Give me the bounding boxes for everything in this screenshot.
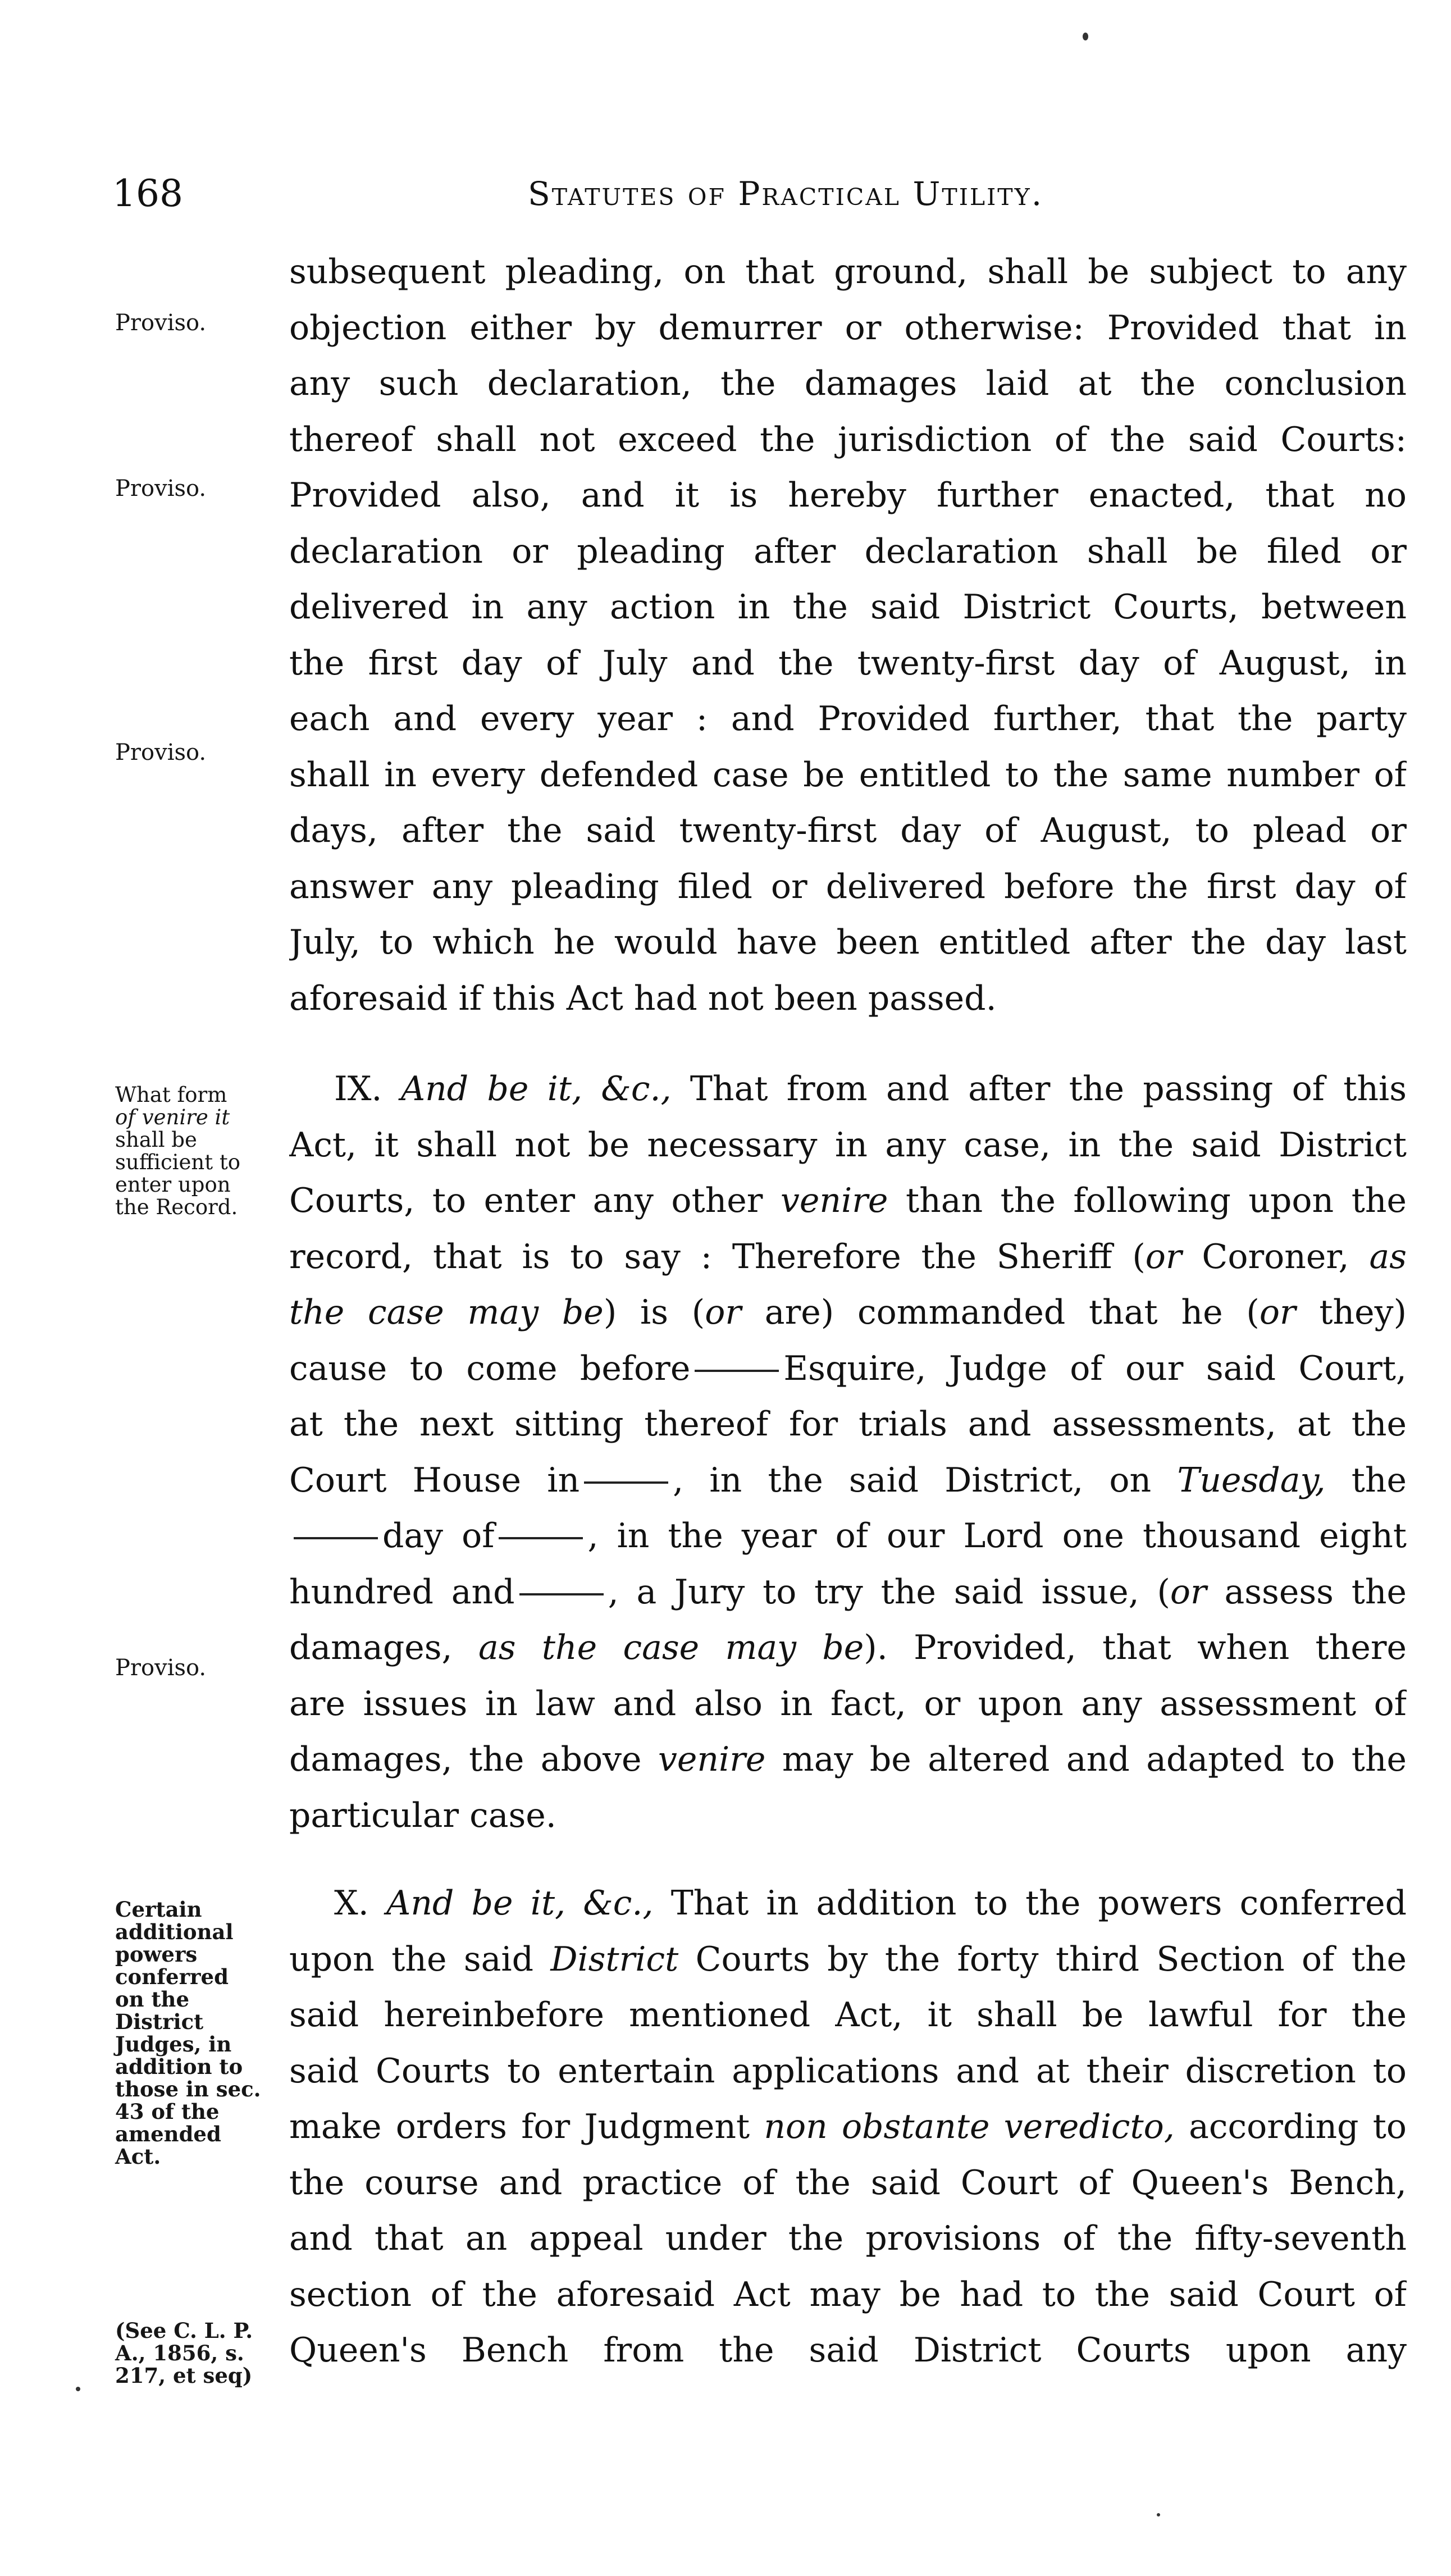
text-line: declaration or pleading after declaration shall be filed or [289,531,1407,571]
section-x [289,1876,1407,2379]
margin-note-line: addition to [115,2054,243,2079]
text-line: the first day of July and the twenty-first day of August, in [289,643,1407,683]
text-line: any such declaration, the damages laid at the conclusion [289,364,1407,403]
text-line: objection either by demurrer or otherwise: Provided that in [289,308,1407,348]
text-line: and that an appeal under the provisions of the fifty-seventh [289,2219,1407,2258]
margin-note-proviso: Proviso. [115,1655,207,1681]
margin-note-powers [115,1898,284,2168]
blank-line [584,1481,668,1484]
text-line: day of , in the year of our Lord one thousand eight [289,1508,1407,1565]
ink-speck [76,2387,80,2391]
blank-line [294,1537,378,1539]
text-line: hundred and , a Jury to try the said issue, (or assess the [289,1572,1407,1612]
margin-note-line: enter upon [115,1173,231,1197]
paragraph-continuation [289,244,1407,1027]
margin-note-line: Act. [115,2144,161,2169]
text-line: delivered in any action in the said District Courts, between [289,587,1407,627]
text-line: X. And be it, &c., That in addition to the powers conferred [334,1884,1407,1923]
text-line: said Courts to entertain applications and at their discretion to [289,2051,1407,2091]
text-line: damages, as the case may be). Provided, that when there [289,1628,1407,1667]
text-line: make orders for Judgment non obstante veredicto, according to [289,2107,1407,2146]
blank-line [695,1370,779,1372]
text-line: thereof shall not exceed the jurisdiction of the said Courts: [289,420,1407,459]
margin-note-proviso: Proviso. [115,740,207,765]
margin-note-line: additional [115,1920,234,1944]
margin-note-line: District [115,2009,204,2034]
text-line: July, to which he would have been entitled after the day last [289,923,1407,962]
text-line: subsequent pleading, on that ground, shall be subject to any [289,252,1407,291]
blank-line [519,1593,604,1595]
margin-note-proviso: Proviso. [115,310,207,336]
margin-note-line: 43 of the [115,2099,220,2124]
text-line: damages, the above venire may be altered and adapted to the [289,1740,1407,1779]
margin-note-line: (See C. L. P. [115,2318,253,2343]
text-line: record, that is to say : Therefore the Sheriff (or Coroner, as [289,1237,1407,1276]
text-line: each and every year : and Provided further, that the party [289,699,1407,738]
margin-note-line: Certain [115,1897,202,1922]
margin-note-proviso: Proviso. [115,476,207,501]
text-line: Court House in , in the said District, on Tuesday, the [289,1460,1407,1500]
margin-note-line: conferred [115,1964,229,1989]
blank-line [499,1537,583,1539]
margin-note-line: shall be [115,1128,197,1152]
margin-note-line: 217, et seq) [115,2363,253,2388]
margin-note-line: What form [115,1083,227,1107]
text-line: Queen's Bench from the said District Courts upon any [289,2331,1407,2370]
text-line: the course and practice of the said Court of Queen's Bench, [289,2163,1407,2203]
margin-note-line: the Record. [115,1195,238,1219]
text-line: are issues in law and also in fact, or upon any assessment of [289,1684,1407,1724]
text-line: section of the aforesaid Act may be had to the said Court of [289,2274,1407,2314]
text-line: shall in every defended case be entitled to the same number of [289,755,1407,795]
margin-note-line: A., 1856, s. [115,2341,244,2365]
text-line: cause to come before Esquire, Judge of our said Court, [289,1348,1407,1388]
text-line: aforesaid if this Act had not been passed. [289,978,997,1018]
text-line: said hereinbefore mentioned Act, it shall be lawful for the [289,1995,1407,2035]
section-ix [289,1061,1407,1844]
text-line: days, after the said twenty-first day of August, to plead or [289,811,1407,850]
page-number: 168 [112,172,183,215]
ink-speck [1157,2513,1160,2516]
margin-note-line: those in sec. [115,2077,261,2101]
margin-note-see-reference [115,2319,284,2387]
text-line: upon the said District Courts by the forty third Section of the [289,1939,1407,1979]
ink-speck [1083,33,1088,40]
text-line: Act, it shall not be necessary in any case, in the said District [289,1125,1407,1165]
margin-note-line: on the [115,1987,189,2012]
text-line: the case may be) is (or are) commanded that he (or they) [289,1293,1407,1332]
margin-note-line: of venire it [115,1105,230,1129]
margin-note-line: Judges, in [115,2032,232,2057]
text-line: Courts, to enter any other venire than the following upon the [289,1181,1407,1220]
page-header [112,168,1409,219]
text-line: particular case. [289,1795,556,1835]
text-line: at the next sitting thereof for trials and assessments, at the [289,1405,1407,1444]
margin-note-line: sufficient to [115,1150,240,1174]
margin-note-line: powers [115,1942,198,1967]
text-line: IX. And be it, &c., That from and after the passing of this [334,1069,1407,1109]
margin-note-line: amended [115,2122,221,2146]
margin-note-venire [115,1084,284,1219]
running-title: Statutes of Practical Utility. [528,175,1044,213]
text-line: answer any pleading filed or delivered before the first day of [289,867,1407,906]
text-line: Provided also, and it is hereby further enacted, that no [289,476,1407,515]
